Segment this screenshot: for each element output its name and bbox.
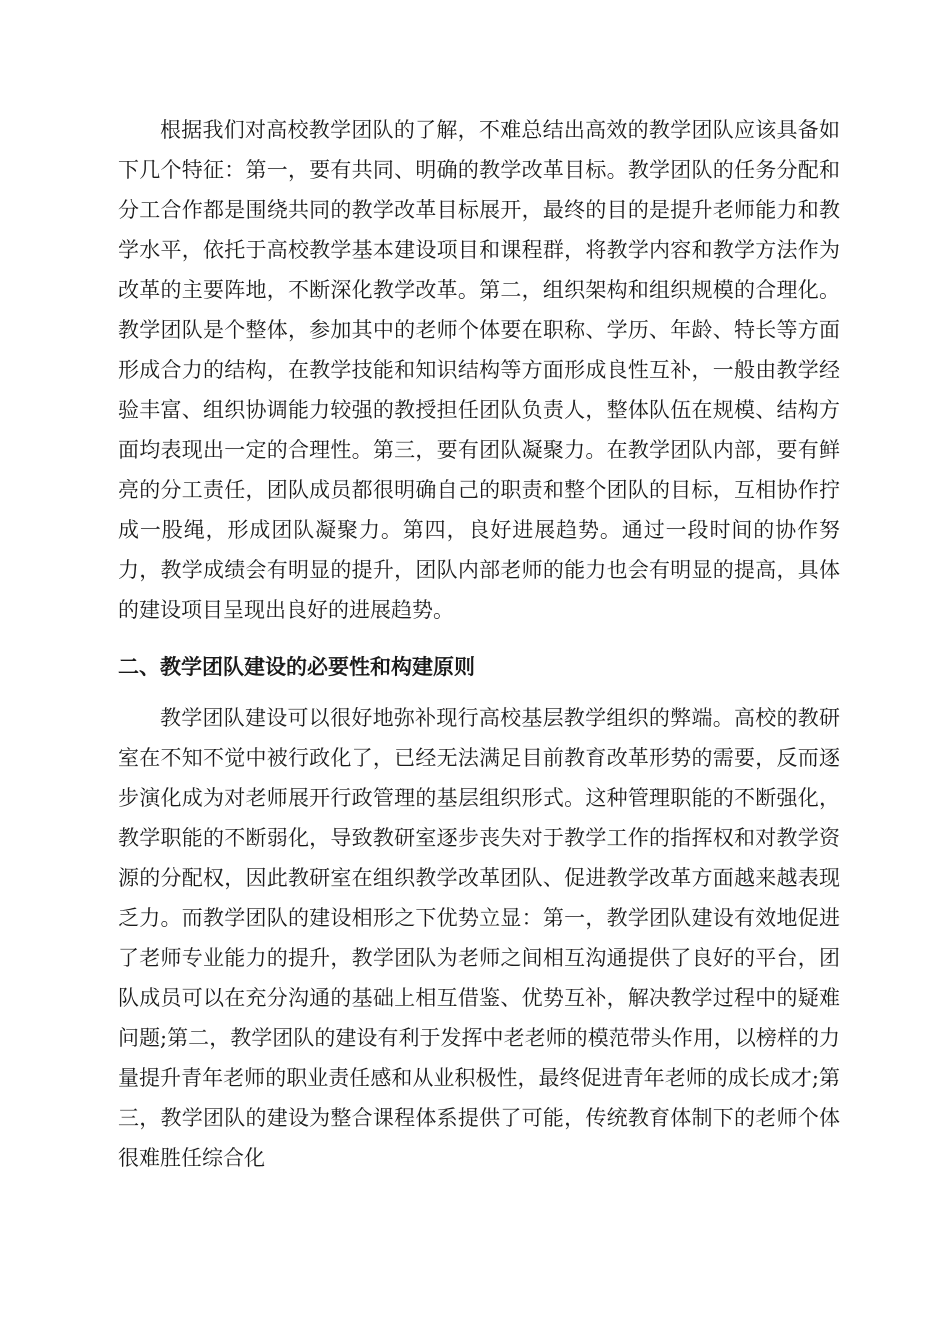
body-paragraph-1: 根据我们对高校教学团队的了解，不难总结出高效的教学团队应该具备如下几个特征：第一，要有共同、明确的教学改革目标。教学团队的任务分配和分工合作都是围绕共同的教学改革目标展开，最终的目的是提升老师能力和教学水平，依托于高校教学基本建设项目和课程群，将教学内容和教学方法作为改革的主要阵地，不断深化教学改革。第二，组织架构和组织规模的合理化。教学团队是个整体，参加其中的老师个体要在职称、学历、年龄、特长等方面形成合力的结构，在教学技能和知识结构等方面形成良性互补，一般由教学经验丰富、组织协调能力较强的教授担任团队负责人，整体队伍在规模、结构方面均表现出一定的合理性。第三，要有团队凝聚力。在教学团队内部，要有鲜亮的分工责任，团队成员都很明确自己的职责和整个团队的目标，互相协作拧成一股绳，形成团队凝聚力。第四，良好进展趋势。通过一段时间的协作努力，教学成绩会有明显的提升，团队内部老师的能力也会有明显的提高，具体的建设项目呈现出良好的进展趋势。 — [118, 118, 840, 622]
body-paragraph-2: 教学团队建设可以很好地弥补现行高校基层教学组织的弊端。高校的教研室在不知不觉中被行政化了，已经无法满足目前教育改革形势的需要，反而逐步演化成为对老师展开行政管理的基层组织形式。这种管理职能的不断强化，教学职能的不断弱化，导致教研室逐步丧失对于教学工作的指挥权和对教学资源的分配权，因此教研室在组织教学改革团队、促进教学改革方面越来越表现乏力。而教学团队的建设相形之下优势立显：第一，教学团队建设有效地促进了老师专业能力的提升，教学团队为老师之间相互沟通提供了良好的平台，团队成员可以在充分沟通的基础上相互借鉴、优势互补，解决教学过程中的疑难问题;第二，教学团队的建设有利于发挥中老老师的模范带头作用，以榜样的力量提升青年老师的职业责任感和从业积极性，最终促进青年老师的成长成才;第三，教学团队的建设为整合课程体系提供了可能，传统教育体制下的老师个体很难胜任综合化 — [118, 706, 840, 1170]
document-page — [118, 110, 840, 1178]
section-heading: 二、教学团队建设的必要性和构建原则 — [118, 655, 475, 679]
